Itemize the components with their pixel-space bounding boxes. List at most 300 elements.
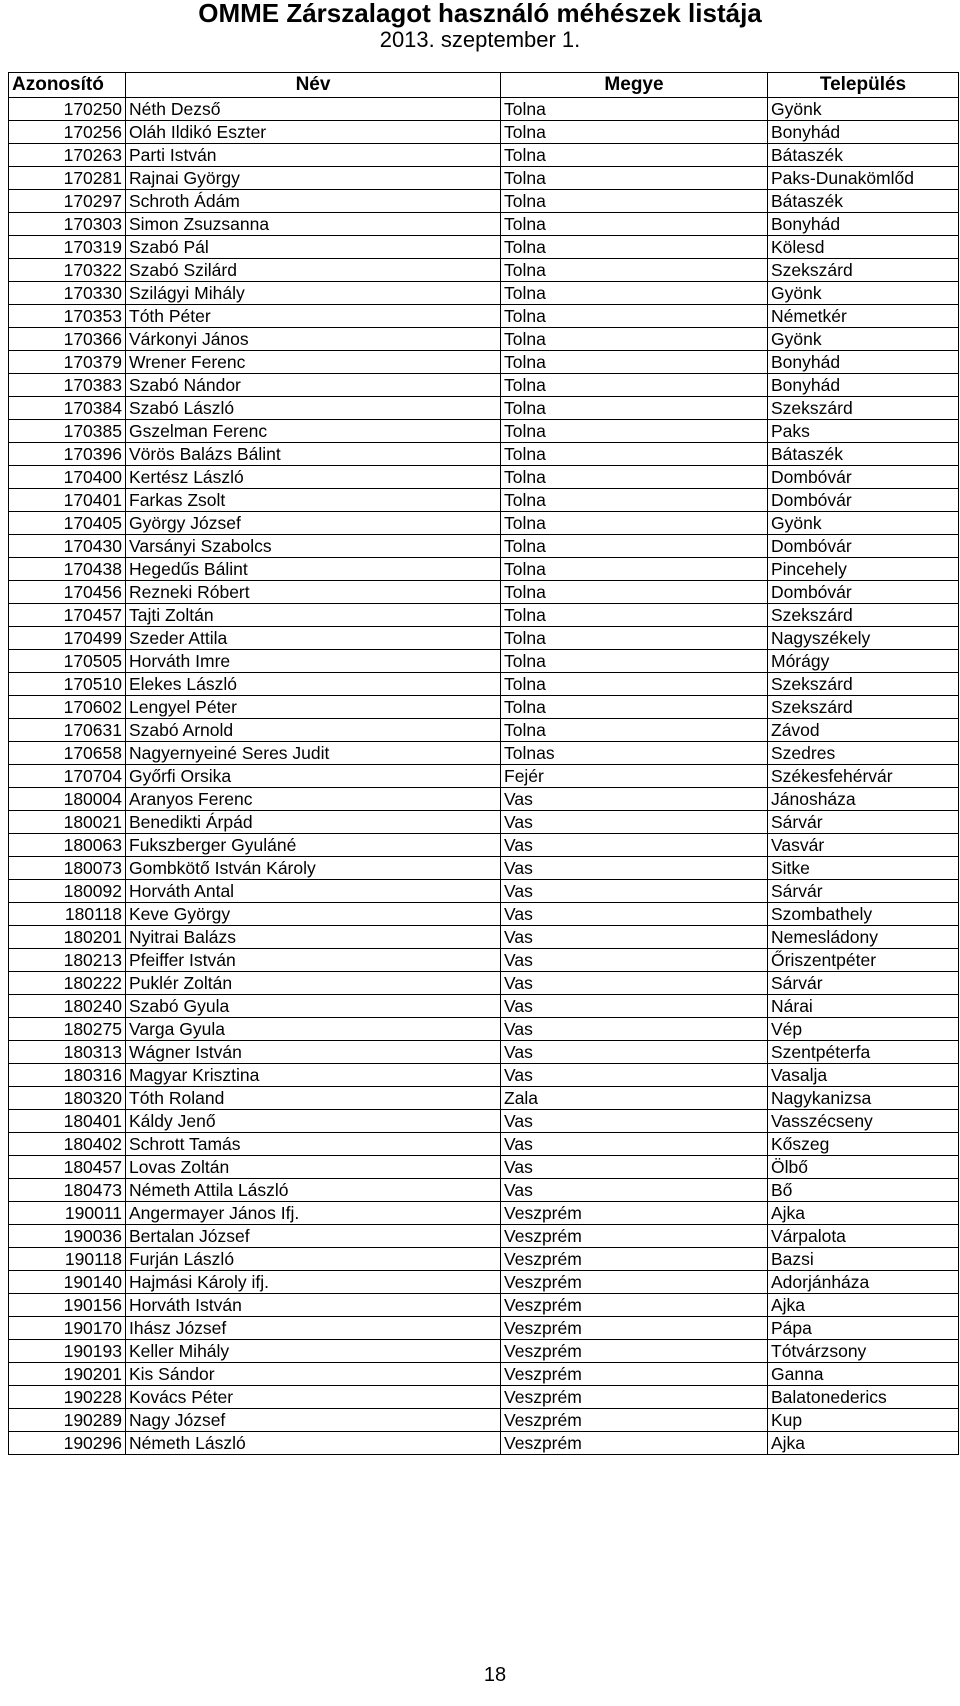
beekeeper-town: Dombóvár xyxy=(768,466,959,489)
beekeeper-name: Aranyos Ferenc xyxy=(126,788,501,811)
table-row xyxy=(9,926,959,949)
beekeeper-name: Keller Mihály xyxy=(126,1340,501,1363)
beekeeper-county: Vas xyxy=(501,972,768,995)
beekeeper-name: Németh Attila László xyxy=(126,1179,501,1202)
beekeeper-name: Oláh Ildikó Eszter xyxy=(126,121,501,144)
beekeeper-town: Szekszárd xyxy=(768,397,959,420)
beekeeper-county: Vas xyxy=(501,1156,768,1179)
table-row xyxy=(9,1340,959,1363)
beekeeper-town: Sárvár xyxy=(768,972,959,995)
beekeeper-id: 180201 xyxy=(9,926,126,949)
beekeeper-town: Adorjánháza xyxy=(768,1271,959,1294)
beekeeper-name: Rajnai György xyxy=(126,167,501,190)
beekeeper-town: Pápa xyxy=(768,1317,959,1340)
table-row xyxy=(9,1064,959,1087)
beekeeper-id: 170281 xyxy=(9,167,126,190)
beekeeper-id: 180092 xyxy=(9,880,126,903)
beekeeper-county: Vas xyxy=(501,1110,768,1133)
beekeeper-town: Dombóvár xyxy=(768,581,959,604)
table-row xyxy=(9,788,959,811)
beekeeper-name: Pfeiffer István xyxy=(126,949,501,972)
beekeeper-name: Hegedűs Bálint xyxy=(126,558,501,581)
table-row xyxy=(9,328,959,351)
table-row xyxy=(9,765,959,788)
table-row xyxy=(9,1248,959,1271)
beekeeper-county: Tolna xyxy=(501,305,768,328)
table-row xyxy=(9,1018,959,1041)
table-row xyxy=(9,834,959,857)
beekeeper-id: 180222 xyxy=(9,972,126,995)
beekeeper-county: Vas xyxy=(501,1133,768,1156)
beekeeper-town: Bonyhád xyxy=(768,121,959,144)
table-row xyxy=(9,1156,959,1179)
beekeeper-id: 190140 xyxy=(9,1271,126,1294)
beekeeper-town: Jánosháza xyxy=(768,788,959,811)
beekeeper-county: Vas xyxy=(501,995,768,1018)
beekeeper-name: Kis Sándor xyxy=(126,1363,501,1386)
beekeeper-county: Tolna xyxy=(501,581,768,604)
beekeeper-county: Veszprém xyxy=(501,1386,768,1409)
beekeeper-county: Tolna xyxy=(501,535,768,558)
beekeeper-county: Vas xyxy=(501,1041,768,1064)
beekeeper-id: 170704 xyxy=(9,765,126,788)
beekeeper-county: Vas xyxy=(501,1018,768,1041)
beekeeper-id: 180275 xyxy=(9,1018,126,1041)
table-row xyxy=(9,236,959,259)
beekeeper-county: Veszprém xyxy=(501,1202,768,1225)
beekeeper-town: Ajka xyxy=(768,1294,959,1317)
beekeeper-town: Nagyszékely xyxy=(768,627,959,650)
beekeeper-county: Vas xyxy=(501,1179,768,1202)
beekeeper-county: Tolna xyxy=(501,374,768,397)
table-row xyxy=(9,213,959,236)
beekeeper-town: Závod xyxy=(768,719,959,742)
beekeeper-name: Angermayer János Ifj. xyxy=(126,1202,501,1225)
beekeeper-town: Pincehely xyxy=(768,558,959,581)
page-number: 18 xyxy=(483,1664,507,1686)
beekeeper-id: 170401 xyxy=(9,489,126,512)
beekeeper-name: Gombkötő István Károly xyxy=(126,857,501,880)
beekeeper-county: Tolna xyxy=(501,98,768,121)
beekeeper-town: Nárai xyxy=(768,995,959,1018)
beekeeper-name: Szabó László xyxy=(126,397,501,420)
beekeeper-county: Vas xyxy=(501,788,768,811)
table-row xyxy=(9,673,959,696)
table-row xyxy=(9,742,959,765)
beekeeper-name: Nyitrai Balázs xyxy=(126,926,501,949)
beekeeper-county: Tolna xyxy=(501,167,768,190)
beekeeper-county: Tolna xyxy=(501,144,768,167)
beekeeper-county: Tolna xyxy=(501,282,768,305)
column-header-town: Település xyxy=(768,73,959,98)
beekeeper-town: Ajka xyxy=(768,1202,959,1225)
beekeeper-town: Vasszécseny xyxy=(768,1110,959,1133)
beekeeper-county: Veszprém xyxy=(501,1340,768,1363)
beekeeper-id: 170383 xyxy=(9,374,126,397)
beekeeper-town: Vasalja xyxy=(768,1064,959,1087)
beekeeper-id: 180213 xyxy=(9,949,126,972)
beekeeper-id: 190170 xyxy=(9,1317,126,1340)
beekeeper-name: Ihász József xyxy=(126,1317,501,1340)
beekeeper-county: Tolna xyxy=(501,443,768,466)
beekeeper-id: 170319 xyxy=(9,236,126,259)
table-row xyxy=(9,1087,959,1110)
beekeeper-town: Bátaszék xyxy=(768,190,959,213)
table-row xyxy=(9,1409,959,1432)
beekeeper-name: Schroth Ádám xyxy=(126,190,501,213)
beekeeper-name: Farkas Zsolt xyxy=(126,489,501,512)
beekeeper-name: Bertalan József xyxy=(126,1225,501,1248)
beekeeper-town: Nemesládony xyxy=(768,926,959,949)
table-row xyxy=(9,305,959,328)
beekeeper-name: Varsányi Szabolcs xyxy=(126,535,501,558)
beekeeper-county: Tolna xyxy=(501,466,768,489)
beekeeper-county: Vas xyxy=(501,811,768,834)
beekeeper-county: Tolna xyxy=(501,512,768,535)
beekeeper-name: Lengyel Péter xyxy=(126,696,501,719)
beekeeper-id: 170438 xyxy=(9,558,126,581)
beekeeper-county: Vas xyxy=(501,834,768,857)
beekeeper-id: 170366 xyxy=(9,328,126,351)
beekeeper-town: Gyönk xyxy=(768,512,959,535)
beekeeper-town: Dombóvár xyxy=(768,489,959,512)
beekeeper-name: Káldy Jenő xyxy=(126,1110,501,1133)
table-row xyxy=(9,880,959,903)
beekeeper-town: Németkér xyxy=(768,305,959,328)
beekeeper-name: Fukszberger Gyuláné xyxy=(126,834,501,857)
beekeeper-id: 190036 xyxy=(9,1225,126,1248)
beekeeper-id: 170330 xyxy=(9,282,126,305)
beekeeper-id: 170658 xyxy=(9,742,126,765)
beekeepers-table xyxy=(8,72,959,1455)
beekeeper-name: Szabó Nándor xyxy=(126,374,501,397)
beekeeper-id: 170263 xyxy=(9,144,126,167)
beekeeper-town: Ajka xyxy=(768,1432,959,1455)
beekeeper-name: Gszelman Ferenc xyxy=(126,420,501,443)
beekeeper-county: Tolna xyxy=(501,673,768,696)
table-row xyxy=(9,167,959,190)
beekeeper-id: 170505 xyxy=(9,650,126,673)
beekeeper-county: Tolna xyxy=(501,121,768,144)
table-row xyxy=(9,420,959,443)
beekeeper-town: Kölesd xyxy=(768,236,959,259)
beekeeper-name: Parti István xyxy=(126,144,501,167)
table-row xyxy=(9,535,959,558)
table-row xyxy=(9,1432,959,1455)
beekeeper-name: Horváth István xyxy=(126,1294,501,1317)
beekeeper-name: Szabó Arnold xyxy=(126,719,501,742)
beekeeper-name: Tóth Péter xyxy=(126,305,501,328)
beekeeper-county: Zala xyxy=(501,1087,768,1110)
table-row xyxy=(9,374,959,397)
beekeeper-name: Keve György xyxy=(126,903,501,926)
beekeeper-town: Őriszentpéter xyxy=(768,949,959,972)
table-row xyxy=(9,1179,959,1202)
table-row xyxy=(9,259,959,282)
table-row xyxy=(9,489,959,512)
beekeeper-id: 170353 xyxy=(9,305,126,328)
table-row xyxy=(9,1133,959,1156)
beekeeper-name: Szabó Gyula xyxy=(126,995,501,1018)
table-row xyxy=(9,1317,959,1340)
beekeeper-name: Győrfi Orsika xyxy=(126,765,501,788)
table-row xyxy=(9,972,959,995)
beekeeper-county: Tolna xyxy=(501,604,768,627)
beekeeper-name: Simon Zsuzsanna xyxy=(126,213,501,236)
beekeeper-id: 170405 xyxy=(9,512,126,535)
beekeeper-name: Lovas Zoltán xyxy=(126,1156,501,1179)
beekeeper-id: 170256 xyxy=(9,121,126,144)
table-row xyxy=(9,98,959,121)
beekeeper-id: 190118 xyxy=(9,1248,126,1271)
beekeeper-name: Furján László xyxy=(126,1248,501,1271)
beekeeper-town: Gyönk xyxy=(768,328,959,351)
beekeeper-name: Tóth Roland xyxy=(126,1087,501,1110)
beekeeper-id: 170379 xyxy=(9,351,126,374)
beekeeper-county: Tolna xyxy=(501,213,768,236)
beekeeper-county: Vas xyxy=(501,857,768,880)
beekeeper-town: Várpalota xyxy=(768,1225,959,1248)
beekeeper-town: Paks xyxy=(768,420,959,443)
beekeeper-id: 180402 xyxy=(9,1133,126,1156)
beekeeper-town: Kup xyxy=(768,1409,959,1432)
table-row xyxy=(9,581,959,604)
table-row xyxy=(9,144,959,167)
beekeeper-county: Tolnas xyxy=(501,742,768,765)
table-row xyxy=(9,282,959,305)
beekeeper-id: 180316 xyxy=(9,1064,126,1087)
table-row xyxy=(9,1041,959,1064)
table-row xyxy=(9,466,959,489)
beekeeper-county: Tolna xyxy=(501,489,768,512)
beekeeper-id: 180240 xyxy=(9,995,126,1018)
beekeeper-name: Várkonyi János xyxy=(126,328,501,351)
table-row xyxy=(9,650,959,673)
table-row xyxy=(9,1110,959,1133)
table-row xyxy=(9,719,959,742)
beekeeper-town: Bazsi xyxy=(768,1248,959,1271)
beekeeper-name: Wrener Ferenc xyxy=(126,351,501,374)
beekeeper-town: Szekszárd xyxy=(768,696,959,719)
beekeeper-town: Szekszárd xyxy=(768,673,959,696)
beekeeper-town: Ölbő xyxy=(768,1156,959,1179)
beekeeper-county: Tolna xyxy=(501,627,768,650)
beekeeper-town: Szekszárd xyxy=(768,259,959,282)
beekeeper-id: 190193 xyxy=(9,1340,126,1363)
beekeeper-town: Bátaszék xyxy=(768,443,959,466)
beekeeper-county: Tolna xyxy=(501,236,768,259)
beekeeper-id: 170430 xyxy=(9,535,126,558)
table-row xyxy=(9,903,959,926)
beekeeper-id: 190201 xyxy=(9,1363,126,1386)
beekeeper-town: Gyönk xyxy=(768,98,959,121)
beekeeper-id: 170400 xyxy=(9,466,126,489)
beekeeper-name: Schrott Tamás xyxy=(126,1133,501,1156)
beekeeper-name: Kertész László xyxy=(126,466,501,489)
beekeeper-town: Bonyhád xyxy=(768,213,959,236)
beekeeper-county: Tolna xyxy=(501,351,768,374)
beekeeper-name: György József xyxy=(126,512,501,535)
beekeeper-name: Horváth Imre xyxy=(126,650,501,673)
beekeeper-county: Tolna xyxy=(501,696,768,719)
beekeeper-id: 170396 xyxy=(9,443,126,466)
beekeeper-town: Ganna xyxy=(768,1363,959,1386)
beekeeper-county: Veszprém xyxy=(501,1294,768,1317)
beekeeper-town: Gyönk xyxy=(768,282,959,305)
beekeeper-town: Vasvár xyxy=(768,834,959,857)
table-row xyxy=(9,1386,959,1409)
beekeeper-name: Szabó Pál xyxy=(126,236,501,259)
beekeeper-id: 190289 xyxy=(9,1409,126,1432)
beekeeper-id: 170510 xyxy=(9,673,126,696)
table-row xyxy=(9,190,959,213)
column-header-id: Azonosító xyxy=(9,73,126,98)
beekeeper-id: 180021 xyxy=(9,811,126,834)
beekeeper-id: 190011 xyxy=(9,1202,126,1225)
beekeeper-id: 170384 xyxy=(9,397,126,420)
beekeeper-id: 180063 xyxy=(9,834,126,857)
beekeeper-name: Elekes László xyxy=(126,673,501,696)
beekeeper-town: Sárvár xyxy=(768,811,959,834)
beekeeper-county: Veszprém xyxy=(501,1225,768,1248)
beekeeper-town: Szentpéterfa xyxy=(768,1041,959,1064)
beekeeper-id: 180073 xyxy=(9,857,126,880)
beekeeper-id: 180473 xyxy=(9,1179,126,1202)
beekeeper-town: Mórágy xyxy=(768,650,959,673)
beekeeper-id: 180118 xyxy=(9,903,126,926)
beekeeper-county: Vas xyxy=(501,1064,768,1087)
beekeeper-town: Bő xyxy=(768,1179,959,1202)
beekeeper-name: Horváth Antal xyxy=(126,880,501,903)
beekeeper-id: 180004 xyxy=(9,788,126,811)
beekeeper-town: Sárvár xyxy=(768,880,959,903)
beekeeper-county: Veszprém xyxy=(501,1317,768,1340)
beekeeper-town: Vép xyxy=(768,1018,959,1041)
beekeeper-id: 170303 xyxy=(9,213,126,236)
column-header-name: Név xyxy=(126,73,501,98)
table-row xyxy=(9,443,959,466)
beekeeper-id: 190156 xyxy=(9,1294,126,1317)
table-row xyxy=(9,696,959,719)
beekeeper-county: Veszprém xyxy=(501,1363,768,1386)
beekeeper-town: Dombóvár xyxy=(768,535,959,558)
beekeeper-county: Tolna xyxy=(501,259,768,282)
beekeeper-county: Veszprém xyxy=(501,1271,768,1294)
beekeeper-name: Nagyernyeiné Seres Judit xyxy=(126,742,501,765)
beekeeper-town: Bonyhád xyxy=(768,351,959,374)
beekeeper-county: Vas xyxy=(501,949,768,972)
beekeeper-id: 170602 xyxy=(9,696,126,719)
beekeeper-town: Bonyhád xyxy=(768,374,959,397)
table-row xyxy=(9,604,959,627)
beekeeper-id: 170385 xyxy=(9,420,126,443)
table-row xyxy=(9,512,959,535)
beekeeper-county: Tolna xyxy=(501,558,768,581)
beekeeper-name: Puklér Zoltán xyxy=(126,972,501,995)
table-row xyxy=(9,397,959,420)
beekeeper-county: Vas xyxy=(501,926,768,949)
table-header-row xyxy=(9,73,959,98)
beekeeper-town: Paks-Dunakömlőd xyxy=(768,167,959,190)
table-row xyxy=(9,995,959,1018)
beekeeper-id: 170631 xyxy=(9,719,126,742)
table-row xyxy=(9,1202,959,1225)
beekeeper-county: Tolna xyxy=(501,650,768,673)
beekeeper-town: Székesfehérvár xyxy=(768,765,959,788)
beekeeper-id: 180313 xyxy=(9,1041,126,1064)
table-body xyxy=(9,98,959,1455)
table-row xyxy=(9,1294,959,1317)
beekeeper-name: Tajti Zoltán xyxy=(126,604,501,627)
beekeeper-town: Sitke xyxy=(768,857,959,880)
beekeeper-county: Tolna xyxy=(501,328,768,351)
beekeeper-name: Németh László xyxy=(126,1432,501,1455)
beekeeper-county: Vas xyxy=(501,880,768,903)
beekeeper-id: 170456 xyxy=(9,581,126,604)
beekeeper-county: Tolna xyxy=(501,190,768,213)
beekeeper-county: Tolna xyxy=(501,719,768,742)
beekeeper-town: Balatonederics xyxy=(768,1386,959,1409)
beekeeper-name: Néth Dezső xyxy=(126,98,501,121)
beekeeper-county: Veszprém xyxy=(501,1432,768,1455)
beekeeper-town: Tótvárzsony xyxy=(768,1340,959,1363)
beekeeper-id: 170322 xyxy=(9,259,126,282)
beekeeper-name: Szeder Attila xyxy=(126,627,501,650)
beekeeper-name: Nagy József xyxy=(126,1409,501,1432)
beekeeper-id: 170250 xyxy=(9,98,126,121)
table-row xyxy=(9,1271,959,1294)
table-row xyxy=(9,351,959,374)
beekeeper-county: Vas xyxy=(501,903,768,926)
beekeeper-name: Magyar Krisztina xyxy=(126,1064,501,1087)
table-row xyxy=(9,1225,959,1248)
beekeeper-town: Szekszárd xyxy=(768,604,959,627)
document-title: OMME Zárszalagot használó méhészek listája xyxy=(198,0,762,28)
table-row xyxy=(9,1363,959,1386)
beekeeper-name: Vörös Balázs Bálint xyxy=(126,443,501,466)
beekeeper-name: Rezneki Róbert xyxy=(126,581,501,604)
beekeeper-id: 190296 xyxy=(9,1432,126,1455)
table-row xyxy=(9,811,959,834)
beekeeper-id: 180320 xyxy=(9,1087,126,1110)
beekeeper-id: 190228 xyxy=(9,1386,126,1409)
beekeeper-town: Szombathely xyxy=(768,903,959,926)
beekeeper-name: Wágner István xyxy=(126,1041,501,1064)
beekeeper-county: Veszprém xyxy=(501,1248,768,1271)
beekeeper-county: Veszprém xyxy=(501,1409,768,1432)
beekeeper-name: Szilágyi Mihály xyxy=(126,282,501,305)
beekeeper-id: 170457 xyxy=(9,604,126,627)
beekeeper-id: 180401 xyxy=(9,1110,126,1133)
beekeeper-id: 170499 xyxy=(9,627,126,650)
column-header-county: Megye xyxy=(501,73,768,98)
table-row xyxy=(9,949,959,972)
beekeeper-county: Tolna xyxy=(501,420,768,443)
beekeeper-town: Szedres xyxy=(768,742,959,765)
beekeeper-name: Varga Gyula xyxy=(126,1018,501,1041)
table-row xyxy=(9,121,959,144)
beekeeper-name: Kovács Péter xyxy=(126,1386,501,1409)
beekeeper-county: Tolna xyxy=(501,397,768,420)
beekeeper-id: 180457 xyxy=(9,1156,126,1179)
table-row xyxy=(9,857,959,880)
beekeeper-name: Szabó Szilárd xyxy=(126,259,501,282)
table-row xyxy=(9,558,959,581)
beekeeper-town: Kőszeg xyxy=(768,1133,959,1156)
beekeeper-id: 170297 xyxy=(9,190,126,213)
beekeeper-name: Hajmási Károly ifj. xyxy=(126,1271,501,1294)
beekeeper-town: Bátaszék xyxy=(768,144,959,167)
